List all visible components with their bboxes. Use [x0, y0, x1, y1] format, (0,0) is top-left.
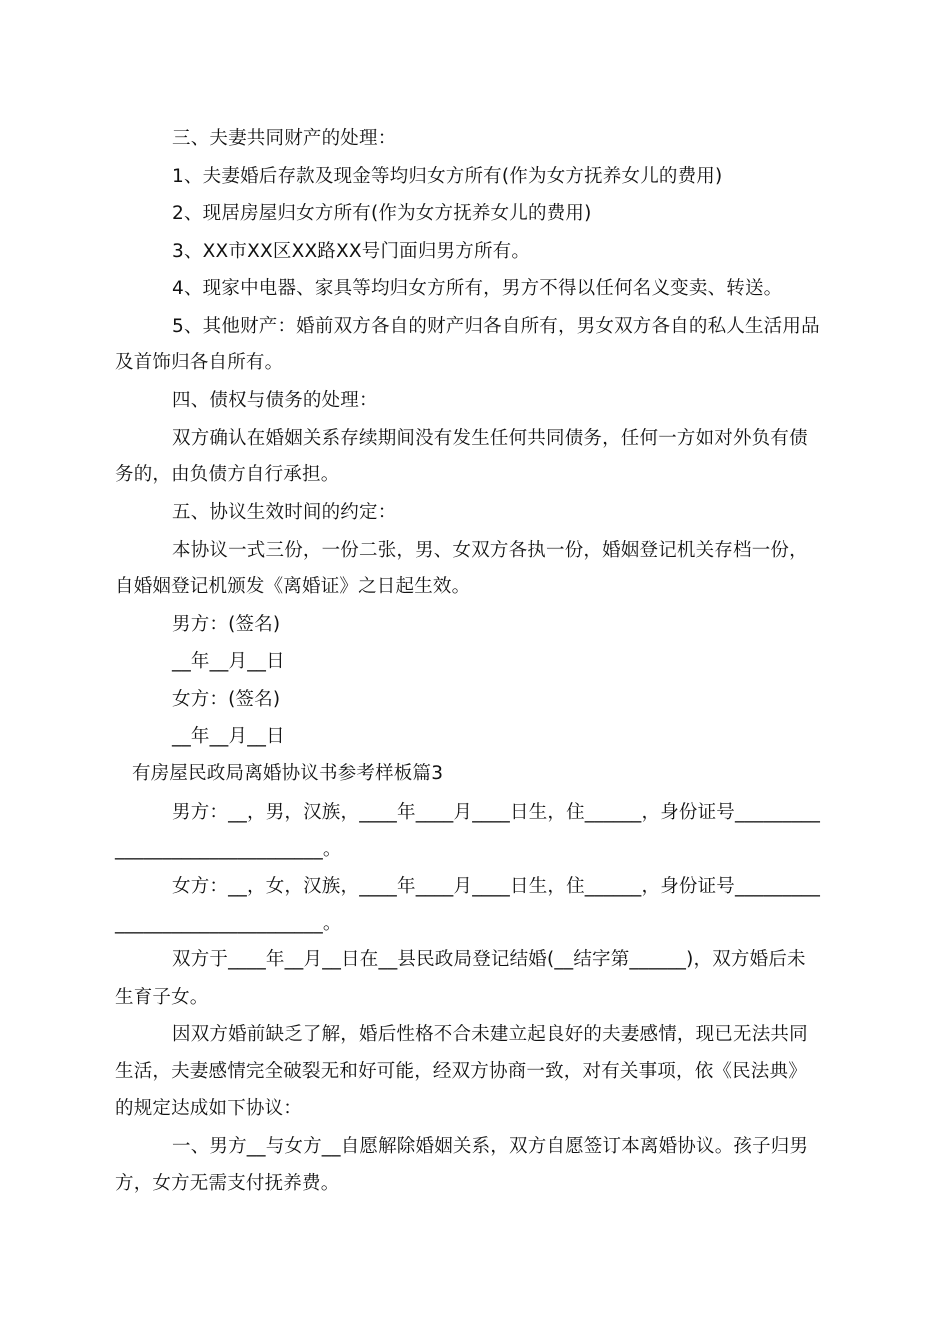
paragraph-line: 因双方婚前缺乏了解，婚后性格不合未建立起良好的夫妻感情，现已无法共同 [172, 1024, 808, 1045]
paragraph-line: 生育子女。 [115, 987, 209, 1008]
paragraph-line: 5、其他财产：婚前双方各自的财产归各自所有，男女双方各自的私人生活用品 [172, 316, 820, 337]
paragraph-line: 自婚姻登记机颁发《离婚证》之日起生效。 [115, 576, 471, 597]
section-heading-3: 三、夫妻共同财产的处理： [172, 128, 397, 149]
paragraph-line: 3、XX市XX区XX路XX号门面归男方所有。 [172, 241, 531, 262]
paragraph-line: 1、夫妻婚后存款及现金等均归女方所有(作为女方抚养女儿的费用) [172, 166, 723, 187]
document-title: 有房屋民政局离婚协议书参考样板篇3 [132, 763, 444, 784]
paragraph-line: 方，女方无需支付抚养费。 [115, 1173, 340, 1194]
section-heading-4: 四、债权与债务的处理： [172, 390, 378, 411]
section-heading-5: 五、协议生效时间的约定： [172, 502, 397, 523]
signature-line-male: 男方：(签名) [172, 614, 281, 635]
paragraph-line: 生活，夫妻感情完全破裂无和好可能，经双方协商一致，对有关事项，依《民法典》 [115, 1061, 807, 1082]
signature-line-female: 女方：(签名) [172, 689, 281, 710]
paragraph-line: 本协议一式三份，一份二张，男、女双方各执一份，婚姻登记机关存档一份， [172, 540, 808, 561]
paragraph-line: 2、现居房屋归女方所有(作为女方抚养女儿的费用) [172, 203, 592, 224]
date-line: __年__月__日 [172, 726, 285, 747]
paragraph-line: 双方于____年__月__日在__县民政局登记结婚(__结字第______)，双方婚后未 [172, 949, 806, 970]
paragraph-line: 的规定达成如下协议： [115, 1098, 303, 1119]
paragraph-line: ______________________。 [115, 839, 342, 860]
paragraph-line: 女方：__，女，汉族，____年____月____日生，住______，身份证号_________ [172, 876, 821, 897]
paragraph-line: 务的，由负债方自行承担。 [115, 464, 340, 485]
paragraph-line: 及首饰归各自所有。 [115, 352, 284, 373]
paragraph-line: 双方确认在婚姻关系存续期间没有发生任何共同债务，任何一方如对外负有债 [172, 428, 808, 449]
paragraph-line: ______________________。 [115, 913, 342, 934]
paragraph-line: 4、现家中电器、家具等均归女方所有，男方不得以任何名义变卖、转送。 [172, 278, 783, 299]
date-line: __年__月__日 [172, 651, 285, 672]
paragraph-line: 男方：__，男，汉族，____年____月____日生，住______，身份证号_________ [172, 802, 821, 823]
paragraph-line: 一、男方__与女方__自愿解除婚姻关系，双方自愿签订本离婚协议。孩子归男 [172, 1136, 809, 1157]
